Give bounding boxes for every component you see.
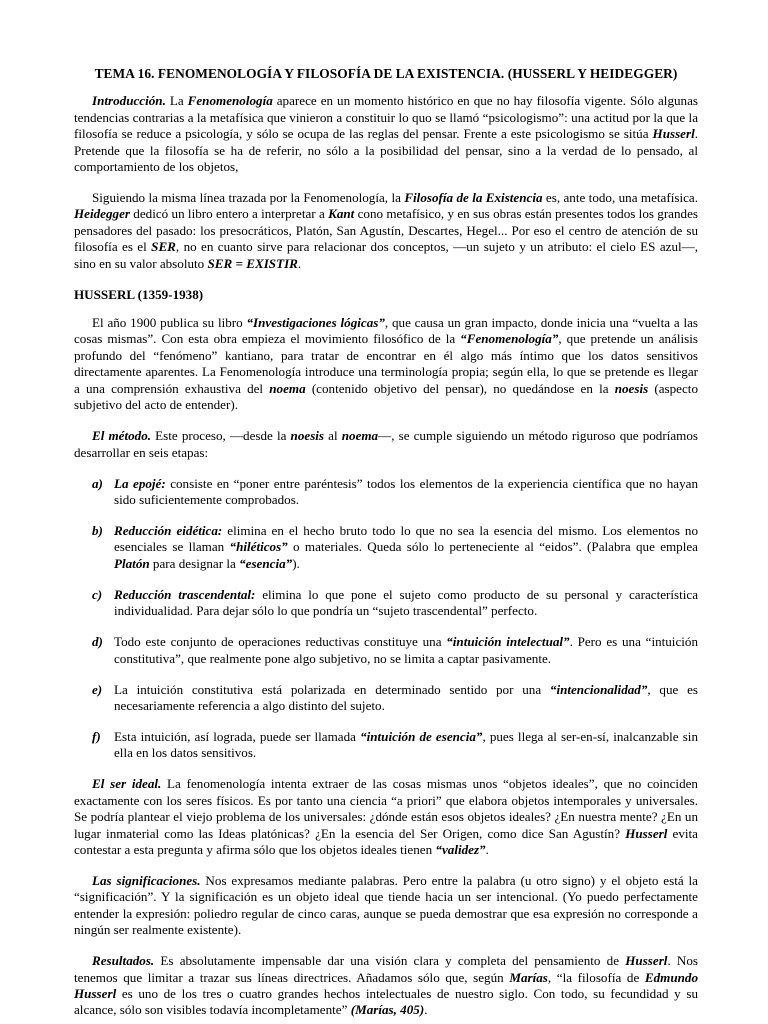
text-run: (contenido objetivo del pensar), no quedándose en la [305,380,615,396]
emphasis: Edmundo Husserl [74,969,698,1001]
existence-paragraph [74,190,698,272]
emphasis: Husserl [652,126,695,142]
text-run: cono metafísico, y en sus obras están presentes todos los grandes pensadores del pasado: los presocráticos, Platón, San Agustín, Descartes, Hegel... Por eso el centro de atención de su filosofía es el [74,206,698,255]
emphasis: (Marías, 405) [350,1002,425,1018]
list-item [92,729,698,762]
emphasis: Husserl [625,825,668,841]
text-run: . Pero es una “intuición constitutiva”, que realmente pone algo subjetivo, no se limita a captar pasivamente. [114,634,698,666]
text-run: , que causa un gran impacto, donde inicia una “vuelta a las cosas mismas”. Con esta obra empieza el movimiento filosófico de la [74,315,698,347]
text-run: aparece en un momento histórico en que no hay filosofía vigente. Sólo algunas tendencias contrarias a la metafísica que vinieron a constituir lo quo se llamó “psicologismo”: una actitud por la que la filosofía se reduce a psicología, y sólo se ocupa de las reglas del pensar. Frente a este psicologismo se sitúa [74,93,698,142]
list-item [92,634,698,667]
emphasis: Heidegger [74,206,130,222]
emphasis: Platón [114,555,150,571]
ser-ideal-heading: El ser ideal. [92,776,162,792]
text-run: es uno de los tres o cuatro grandes hechos intelectuales de nuestro siglo. Con todo, su fecundidad y su alcance, sólo son visibles todavía incompletamente” [74,986,698,1018]
text-run: —, se cumple siguiendo un método riguroso que podríamos desarrollar en seis etapas: [74,428,698,460]
text-run: evita contestar a esta pregunta y afirma sólo que los objetos ideales tienen [74,825,698,857]
emphasis: Reducción trascendental: [114,586,256,602]
emphasis: Filosofía de la Existencia [404,190,543,206]
emphasis: SER [151,239,176,255]
emphasis: “Fenomenología” [460,331,559,347]
text-run: para designar la [149,555,240,571]
section-heading-husserl: HUSSERL (1359-1938) [74,286,204,302]
emphasis: SER = EXISTIR [207,255,298,271]
text-run: elimina lo que pone el sujeto como producto de su personal y característica individualidad. Para dejar sólo lo que pondría un “sujeto trascendental” perfecto. [114,586,699,619]
text-run: La [165,93,188,109]
text-run: . [424,1002,428,1018]
text-run: , “la filosofía de [547,969,645,985]
text-run: consiste en “poner entre paréntesis” todos los elementos de la experiencia científica que no hayan sido suficientemente comprobados. [114,475,698,507]
text-run: Siguiendo la misma línea trazada por la Fenomenología, la [92,190,405,206]
investigaciones-paragraph [74,315,698,413]
resultados-paragraph [74,953,698,1019]
page-title: TEMA 16. FENOMENOLOGÍA Y FILOSOFÍA DE LA EXISTENCIA. (HUSSERL Y HEIDEGGER) [94,66,678,81]
text-run: o materiales. Queda sólo lo perteneciente al “eidos”. (Palabra que emplea [287,539,698,555]
method-steps-list [74,476,698,762]
text-run: . Nos tenemos que limitar a trazar sus líneas directrices. Añadamos sólo que, según [74,953,699,985]
metodo-heading: El método. [92,428,152,444]
text-run: elimina en el hecho bruto todo lo que no sea la esencia del mismo. Los elementos no esenciales se llaman [114,522,698,555]
resultados-heading: Resultados. [92,953,155,969]
text-run: Este proceso, —desde la [151,428,291,444]
list-marker: e) [92,681,103,697]
text-run: (aspecto subjetivo del acto de entender). [74,380,698,413]
text-run: al [324,428,342,444]
text-run: es, ante todo, una metafísica. [542,190,698,206]
emphasis: Kant [328,206,355,222]
text-run: , que pretende un análisis profundo del “fenómeno” kantiano, para tratar de encontrar en él algo más íntimo que los datos sensitivos directamente aparentes. La Fenomenología introduce una terminología propia; según ella, lo que se pretende es llegar a una comprensión exhaustiva del [74,331,698,396]
emphasis: La epojé: [114,475,166,491]
emphasis: “intuición de esencia” [360,728,483,744]
list-marker: f) [92,728,101,744]
emphasis: “Investigaciones lógicas” [246,315,385,331]
text-run: Todo este conjunto de operaciones reductivas constituye una [114,634,447,650]
list-item [92,523,698,572]
text-run: , pues llega al ser-en-sí, inalcanzable sin ella en los datos sensitivos. [114,728,698,761]
emphasis: noema [269,380,306,396]
significaciones-paragraph [74,873,698,939]
metodo-paragraph [74,428,698,461]
text-run: , que es necesariamente referencia a algo distinto del sujeto. [114,681,698,713]
list-item [92,682,698,715]
intro-paragraph [74,93,698,175]
list-marker: d) [92,634,103,650]
emphasis: noesis [614,380,649,396]
emphasis: Reducción eidética: [114,522,223,538]
emphasis: “intencionalidad” [549,681,648,697]
text-run: La fenomenología intenta extraer de las cosas mismas unos “objetos ideales”, que no coinciden exactamente con los seres físicos. Es por tanto una ciencia “a priori” que elabora objetos intemporales y universales. Se podría plantear el viejo problema de los universales: ¿dónde están esos objetos ideales? ¿En nuestra mente? ¿En un lugar inmaterial como las Ideas platónicas? ¿En la esencia del Ser Origen, como dice San Agustín? [74,776,698,841]
text-run: Esta intuición, así lograda, puede ser llamada [114,728,361,744]
text-run: Nos expresamos mediante palabras. Pero entre la palabra (u otro signo) y el objeto está la “significación”. Y la significación es un objeto ideal que tiende hacia un ser intencional. (Yo puedo perfectamente entender la expresión: poliedro regular de cinco caras, aunque se pueda demostrar que esa expresión no corresponde a ningún ser realmente existente). [74,872,698,938]
significaciones-heading: Las significaciones. [92,872,201,888]
intro-heading: Introducción. [92,93,166,109]
text-run: Es absolutamente impensable dar una visión clara y completa del pensamiento de [154,953,626,969]
emphasis: Marías [509,969,548,985]
text-run: ). [292,555,300,571]
list-item [92,587,698,620]
emphasis: noema [341,428,379,444]
emphasis: “hiléticos” [229,539,288,555]
text-run: dedicó un libro entero a interpretar a [130,206,329,222]
emphasis: Husserl [625,953,668,969]
emphasis: noesis [290,428,325,444]
text-run: , no en cuanto sirve para relacionar dos conceptos, —un sujeto y un atributo: el cielo ES azul—, sino en su valor absoluto [74,239,699,271]
text-run: El año 1900 publica su libro [92,315,247,331]
ser-ideal-paragraph [74,776,698,858]
list-marker: b) [92,522,103,538]
text-run: . [485,841,489,857]
emphasis: “intuición intelectual” [446,634,570,650]
emphasis: “validez” [435,841,486,857]
list-marker: c) [92,586,103,602]
text-run: La intuición constitutiva está polarizada en determinado sentido por una [114,681,550,697]
list-marker: a) [92,475,103,491]
emphasis: “esencia” [239,555,293,571]
text-run: . [297,255,302,271]
list-item [92,476,698,509]
emphasis: Fenomenología [187,93,273,109]
text-run: . Pretende que la filosofía se ha de referir, no sólo a la posibilidad del pensar, sino a la verdad de lo pensado, al comportamiento de los objetos, [74,126,698,175]
